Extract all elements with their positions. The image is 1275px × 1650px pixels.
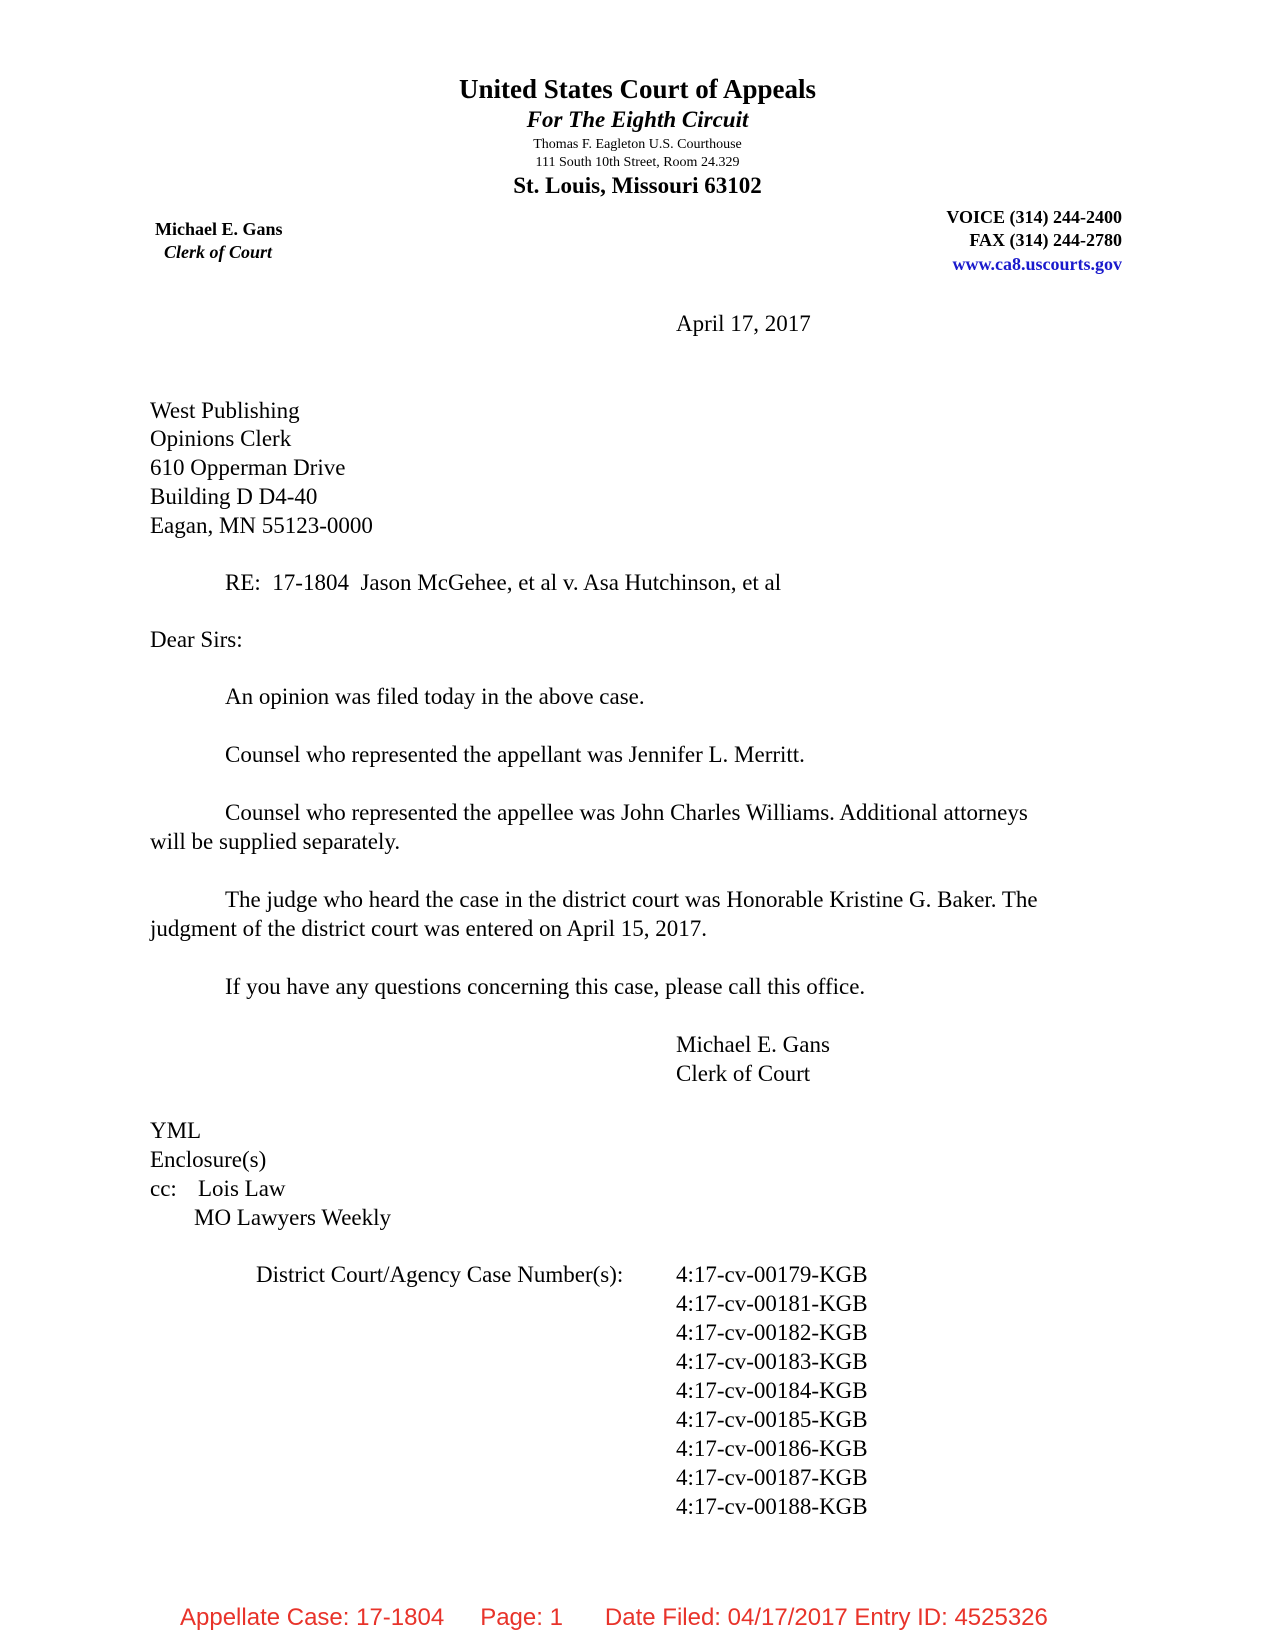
recipient-line: 610 Opperman Drive: [150, 455, 346, 480]
paragraph-appellee-counsel-line2: will be supplied separately.: [150, 829, 401, 854]
paragraph-appellee-counsel-line1: Counsel who represented the appellee was John Charles Williams. Additional attorneys: [225, 800, 1028, 825]
recipient-line: Eagan, MN 55123-0000: [150, 513, 373, 538]
signature-title: Clerk of Court: [676, 1061, 811, 1086]
case-number: 4:17-cv-00185-KGB: [676, 1407, 868, 1432]
recipient-line: Building D D4-40: [150, 484, 318, 509]
case-number: 4:17-cv-00184-KGB: [676, 1378, 868, 1403]
case-number: 4:17-cv-00181-KGB: [676, 1291, 868, 1316]
district-court-label: District Court/Agency Case Number(s):: [256, 1262, 624, 1287]
cc-recipient: Lois Law: [198, 1176, 286, 1201]
case-number: 4:17-cv-00182-KGB: [676, 1320, 868, 1345]
website-link[interactable]: [953, 254, 1123, 275]
case-number: 4:17-cv-00183-KGB: [676, 1349, 868, 1374]
enclosures: Enclosure(s): [150, 1147, 267, 1172]
circuit-name: For The Eighth Circuit: [526, 107, 749, 132]
letter-date: April 17, 2017: [676, 311, 811, 336]
recipient-line: West Publishing: [150, 398, 300, 423]
court-name: United States Court of Appeals: [458, 74, 816, 104]
fax-number: FAX (314) 244-2780: [969, 230, 1122, 250]
street-address: 111 South 10th Street, Room 24.329: [535, 155, 740, 170]
paragraph-questions: If you have any questions concerning this case, please call this office.: [225, 974, 866, 999]
website-link-text[interactable]: www.ca8.uscourts.gov: [952, 254, 1122, 274]
case-number: 4:17-cv-00187-KGB: [676, 1465, 868, 1490]
case-number: 4:17-cv-00179-KGB: [676, 1262, 868, 1287]
courthouse-name: Thomas F. Eagleton U.S. Courthouse: [533, 137, 742, 152]
filing-stamp: [180, 1604, 1048, 1632]
footer-filed: Date Filed: 04/17/2017 Entry ID: 4525326: [604, 1604, 1048, 1631]
paragraph-appellant-counsel: Counsel who represented the appellant was Jennifer L. Merritt.: [225, 742, 805, 767]
recipient-line: Opinions Clerk: [150, 426, 292, 451]
re-line: RE: 17-1804 Jason McGehee, et al v. Asa Hutchinson, et al: [225, 570, 782, 595]
typist-initials: YML: [150, 1118, 202, 1143]
city-state-zip: St. Louis, Missouri 63102: [513, 173, 762, 198]
footer-case: Appellate Case: 17-1804: [180, 1604, 445, 1631]
header-clerk-name: Michael E. Gans: [155, 219, 283, 239]
footer-page: Page: 1: [480, 1604, 563, 1631]
paragraph-opinion-filed: An opinion was filed today in the above case.: [225, 684, 645, 709]
header-clerk-title: Clerk of Court: [164, 242, 273, 262]
case-number: 4:17-cv-00188-KGB: [676, 1494, 868, 1519]
cc-recipient: MO Lawyers Weekly: [194, 1205, 392, 1230]
voice-phone: VOICE (314) 244-2400: [946, 207, 1122, 227]
paragraph-district-judge-line1: The judge who heard the case in the district court was Honorable Kristine G. Baker. The: [225, 887, 1038, 912]
case-number: 4:17-cv-00186-KGB: [676, 1436, 868, 1461]
paragraph-district-judge-line2: judgment of the district court was entered on April 15, 2017.: [150, 916, 707, 941]
salutation: Dear Sirs:: [150, 627, 243, 652]
cc-label: cc:: [150, 1176, 177, 1201]
signature-name: Michael E. Gans: [676, 1032, 830, 1057]
cc-line: [150, 1176, 286, 1202]
